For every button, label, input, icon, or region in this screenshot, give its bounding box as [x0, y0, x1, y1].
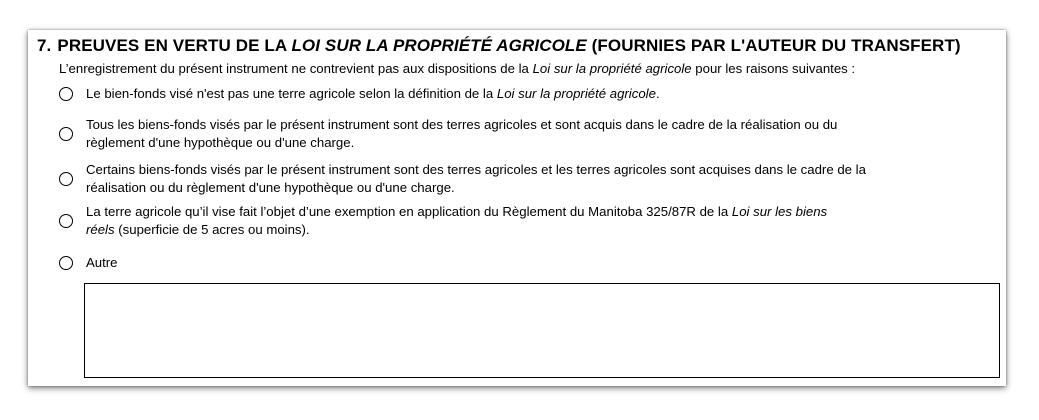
option-4-line2-italic: réels [86, 222, 115, 237]
option-1-label [86, 85, 1004, 103]
option-all-lands-mortgage[interactable] [59, 116, 1004, 152]
option-2-label [86, 116, 1004, 152]
option-4-radio[interactable] [59, 214, 73, 228]
option-2-radio[interactable] [59, 127, 73, 141]
intro-italic: Loi sur la propriété agricole [532, 61, 692, 76]
option-1-radio[interactable] [59, 87, 73, 101]
option-3-line2: réalisation ou du règlement d'une hypothèque ou d'une charge. [86, 180, 455, 195]
option-3-label [86, 161, 1004, 197]
option-2-line2: règlement d'une hypothèque ou d'une charge. [86, 135, 355, 150]
option-5-label: Autre [86, 255, 118, 270]
option-1-text-part2: . [655, 86, 660, 101]
option-4-label [86, 203, 1004, 239]
agricultural-land-evidence-section [28, 30, 1006, 386]
option-4-line1-italic: Loi sur les biens [731, 204, 828, 219]
option-exemption-regulation[interactable] [59, 203, 1004, 239]
section-title [37, 36, 961, 56]
option-3-line1: Certains biens-fonds visés par le présent instrument sont des terres agricoles et les terres agricoles sont acquises dans le cadre de la [86, 162, 866, 177]
option-1-text-italic: Loi sur la propriété agricole [496, 86, 656, 101]
section-title-part1: PREUVES EN VERTU DE LA [57, 36, 292, 55]
option-4-line2 [86, 221, 1004, 239]
option-2-line1: Tous les biens-fonds visés par le présent instrument sont des terres agricoles et sont acquis dans le cadre de la réalisation ou du [86, 117, 838, 132]
section-title-italic: LOI SUR LA PROPRIÉTÉ AGRICOLE [291, 36, 587, 55]
intro-part2: pour les raisons suivantes : [691, 61, 856, 76]
option-5-radio[interactable] [59, 256, 73, 270]
section-number: 7. [37, 36, 52, 55]
option-4-line1 [86, 203, 1004, 221]
option-4-line1-text: La terre agricole qu’il vise fait l’objet d’une exemption en application du Règlement du Manitoba 325/87R de la [86, 204, 732, 219]
option-3-radio[interactable] [59, 172, 73, 186]
option-other[interactable] [59, 254, 1004, 272]
option-1-text-part1: Le bien-fonds visé n'est pas une terre agricole selon la définition de la [86, 86, 497, 101]
other-text-field[interactable] [84, 283, 1000, 378]
option-not-agricultural-land[interactable] [59, 85, 1004, 103]
option-some-lands-mortgage[interactable] [59, 161, 1004, 197]
section-title-part2: (FOURNIES PAR L'AUTEUR DU TRANSFERT) [586, 36, 961, 55]
intro-part1: L’enregistrement du présent instrument ne contrevient pas aux dispositions de la [59, 61, 533, 76]
option-4-line2-text: (superficie de 5 acres ou moins). [114, 222, 310, 237]
intro-text [59, 61, 855, 76]
